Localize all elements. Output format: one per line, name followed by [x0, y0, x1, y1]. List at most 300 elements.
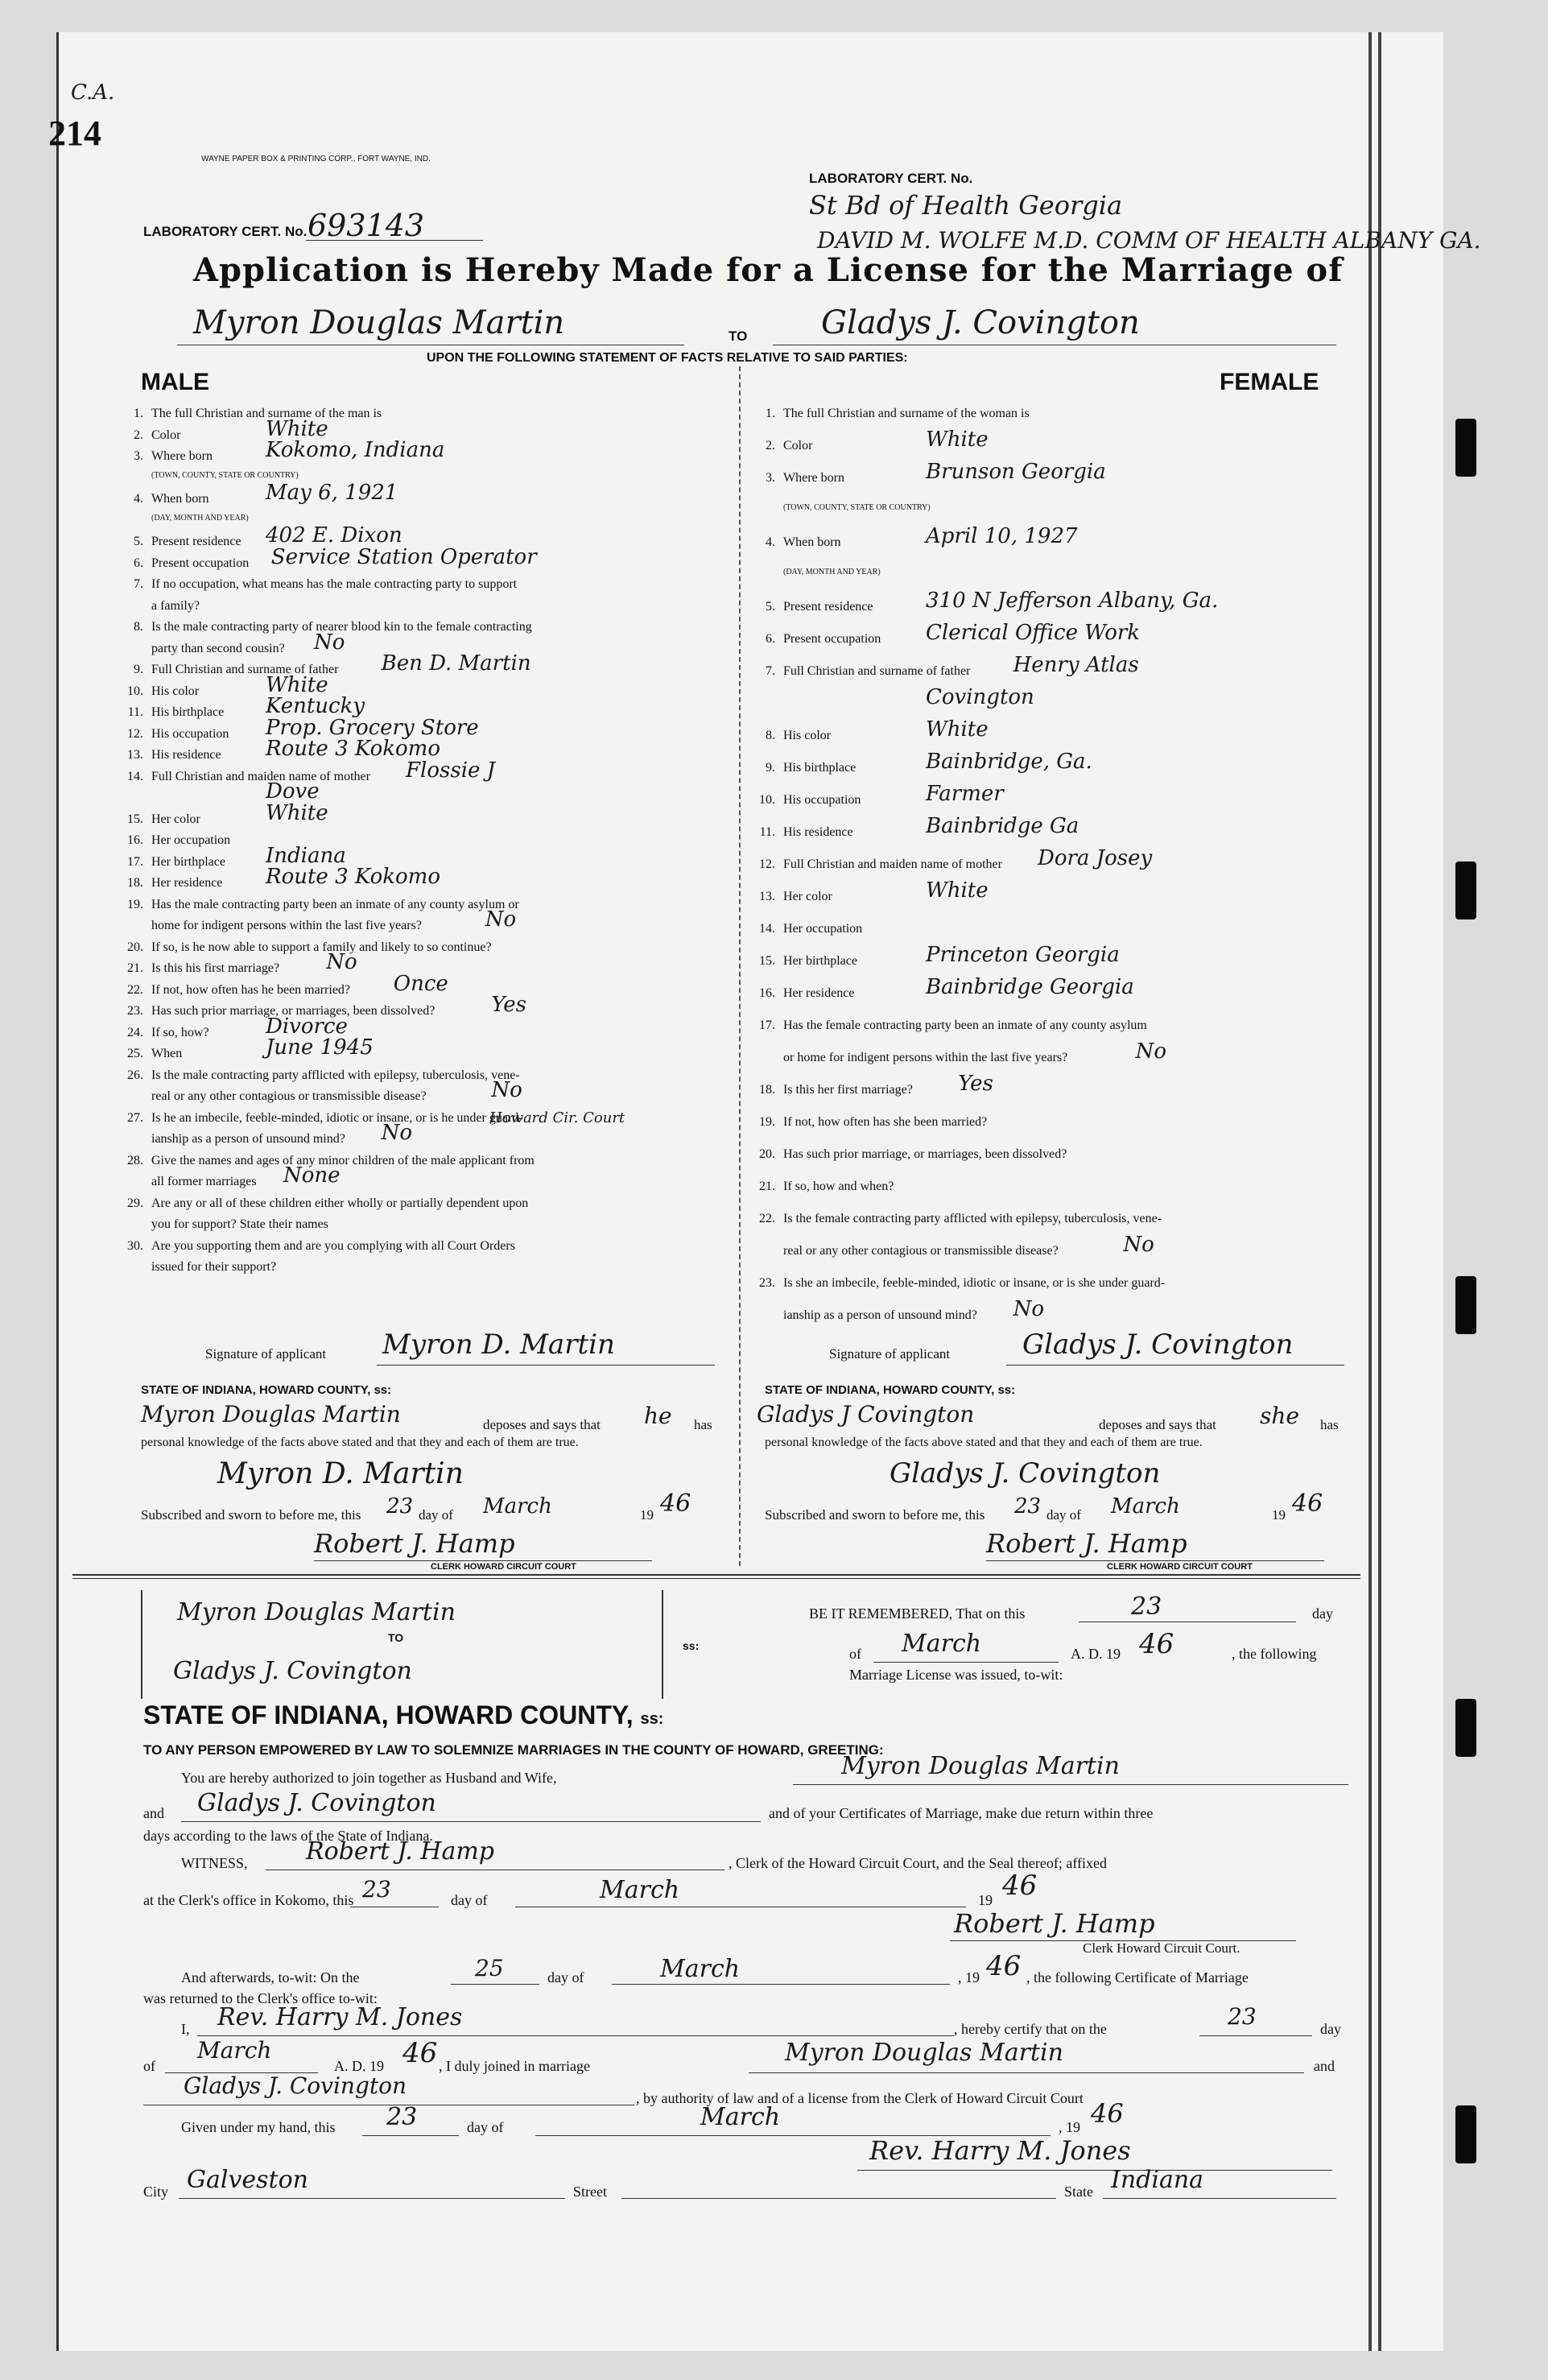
fill-line	[451, 1984, 539, 1985]
question-number: 6.	[134, 556, 143, 570]
question-number: 10.	[759, 793, 775, 807]
female-question	[745, 1051, 1067, 1065]
office-year-prefix: 19	[978, 1892, 993, 1908]
male-clerk-signature: Robert J. Hamp	[314, 1528, 515, 1559]
question-number: 29.	[127, 1196, 143, 1210]
officiant-name: Rev. Harry M. Jones	[217, 2003, 463, 2031]
male-sworn-day: 23	[386, 1494, 414, 1518]
and-label: and	[143, 1805, 164, 1821]
male-question	[113, 1196, 528, 1211]
male-pronoun: he	[644, 1403, 672, 1429]
cert-ad: A. D. 19	[334, 2058, 384, 2074]
question-label: Her residence	[783, 986, 855, 1000]
question-number: 3.	[766, 471, 775, 485]
female-question	[745, 890, 832, 904]
binder-hole	[1455, 1699, 1476, 1757]
female-question	[745, 1276, 1165, 1291]
question-label: His birthplace	[783, 761, 857, 775]
female-signature-label: Signature of applicant	[829, 1346, 951, 1361]
question-number: 24.	[127, 1025, 143, 1039]
female-answer: White	[926, 717, 989, 742]
male-answer: White	[266, 672, 328, 697]
office-day: 23	[362, 1876, 391, 1903]
facts-subtitle: UPON THE FOLLOWING STATEMENT OF FACTS RELATIVE TO SAID PARTIES:	[427, 351, 908, 365]
question-label: Where born	[783, 471, 844, 485]
female-state-heading: STATE OF INDIANA, HOWARD COUNTY, ss:	[765, 1383, 1016, 1397]
question-label: Is this his first marriage?	[151, 961, 280, 975]
header-note-1: St Bd of Health Georgia	[809, 190, 1123, 221]
question-number: 8.	[766, 729, 775, 742]
question-number: 20.	[127, 940, 143, 954]
female-clerk-signature: Robert J. Hamp	[986, 1528, 1187, 1559]
question-label: Is she an imbecile, feeble-minded, idiotic or insane, or is she under guard-	[783, 1276, 1166, 1290]
question-number: 1.	[134, 407, 143, 420]
after-day-of: day of	[547, 1969, 584, 1985]
male-question	[113, 983, 350, 998]
female-affiant-signature: Gladys J. Covington	[890, 1457, 1161, 1490]
female-answer: Bainbridge Ga	[926, 814, 1079, 838]
question-number: 17.	[759, 1019, 775, 1032]
question-label: you for support? State their names	[151, 1217, 328, 1231]
question-number: 13.	[759, 890, 775, 903]
header-note-2: DAVID M. WOLFE M.D. COMM OF HEALTH ALBANY GA.	[817, 227, 1481, 254]
male-question	[113, 449, 213, 464]
certify-text: , hereby certify that on the	[954, 2021, 1107, 2037]
female-deposes: deposes and says that	[1099, 1417, 1216, 1432]
days-according: days according to the laws of the State of Indiana.	[143, 1828, 433, 1844]
female-question	[745, 1244, 1059, 1258]
male-question	[113, 642, 285, 656]
remembered-day: 23	[1131, 1593, 1162, 1621]
male-question	[113, 1111, 523, 1126]
male-answer: Yes	[491, 993, 527, 1017]
question-label: real or any other contagious or transmissible disease?	[151, 1089, 427, 1103]
male-answer: White	[266, 800, 328, 825]
question-label: (TOWN, COUNTY, STATE OR COUNTRY)	[783, 503, 931, 512]
question-number: 22.	[759, 1212, 775, 1225]
female-answer: No	[1135, 1039, 1166, 1064]
female-question	[745, 696, 783, 711]
male-has: has	[694, 1417, 712, 1432]
returned-text: was returned to the Clerk's office to-wit:	[143, 1990, 378, 2006]
female-question	[745, 857, 1002, 872]
male-question	[113, 1175, 257, 1189]
male-question	[113, 705, 224, 720]
male-question	[113, 599, 200, 614]
question-number: 17.	[127, 854, 143, 869]
afterwards-text: And afterwards, to-wit: On the	[181, 1969, 360, 1985]
question-label: If so, how?	[151, 1025, 209, 1039]
fill-line	[181, 1821, 761, 1822]
binder-rail-2	[1378, 32, 1381, 2351]
after-following: , the following Certificate of Marriage	[1026, 1969, 1249, 1985]
cert-month: March	[197, 2037, 272, 2064]
fill-line	[1103, 2198, 1336, 2199]
female-pronoun: she	[1260, 1403, 1299, 1429]
question-label: a family?	[151, 598, 200, 613]
given-day-of: day of	[467, 2119, 504, 2135]
female-answer: No	[1123, 1233, 1154, 1257]
section-divider	[72, 1574, 1360, 1576]
question-number: 16.	[127, 833, 143, 847]
male-question	[113, 514, 249, 523]
question-label: If not, how often has he been married?	[151, 982, 351, 997]
male-answer: No	[314, 630, 345, 655]
cert-day: 23	[1228, 2003, 1257, 2030]
question-number: 23.	[127, 1004, 143, 1018]
remembered-day-label: day	[1312, 1605, 1333, 1622]
lab-cert-label-female: LABORATORY CERT. No.	[809, 171, 973, 186]
office-day-of: day of	[451, 1892, 488, 1908]
question-label: issued for their support?	[151, 1260, 277, 1274]
fill-line	[197, 2035, 954, 2036]
question-number: 15.	[759, 954, 775, 968]
state-label: State	[1064, 2184, 1093, 2200]
given-month: March	[700, 2103, 781, 2131]
box-ss: ss:	[683, 1639, 700, 1652]
state-title-text: STATE OF INDIANA, HOWARD COUNTY,	[143, 1700, 634, 1729]
question-label: Is he an imbecile, feeble-minded, idiotic or insane, or is he under guard-	[151, 1110, 523, 1125]
male-answer: Dove	[266, 779, 320, 804]
remembered-month: March	[902, 1630, 982, 1658]
state-title-ss: ss:	[640, 1710, 664, 1728]
sig-line	[1006, 1365, 1344, 1366]
question-label: When born	[151, 492, 209, 506]
male-question	[113, 812, 200, 827]
question-label: (TOWN, COUNTY, STATE OR COUNTRY)	[151, 470, 299, 480]
question-label: Full Christian and maiden name of mother	[151, 769, 370, 783]
city-label: City	[143, 2184, 169, 2200]
cert-day-label: day	[1320, 2021, 1341, 2037]
given-day: 23	[386, 2103, 418, 2131]
female-affiant: Gladys J Covington	[757, 1401, 975, 1428]
male-question	[113, 791, 151, 805]
male-answer: Divorce	[266, 1014, 348, 1039]
question-label: or home for indigent persons within the last five years?	[783, 1051, 1068, 1064]
male-party-name: Myron Douglas Martin	[193, 304, 565, 341]
male-day-of: day of	[419, 1507, 453, 1523]
female-question	[745, 407, 1030, 421]
female-answer: Brunson Georgia	[926, 460, 1106, 484]
male-answer: None	[283, 1163, 341, 1188]
question-label: If so, how and when?	[783, 1180, 894, 1193]
question-label: Full Christian and maiden name of mother	[783, 857, 1002, 871]
female-answer: Clerical Office Work	[926, 621, 1141, 645]
male-affiant: Myron Douglas Martin	[141, 1401, 401, 1428]
fill-line	[749, 2072, 1304, 2073]
question-label: Is the male contracting party afflicted with epilepsy, tuberculosis, vene-	[151, 1068, 520, 1082]
question-number: 14.	[759, 922, 775, 936]
question-label: Has the female contracting party been an inmate of any county asylum	[783, 1019, 1147, 1032]
female-question	[745, 761, 856, 775]
male-answer: Ben D. Martin	[381, 651, 531, 676]
male-question	[113, 1047, 182, 1061]
document-title: Application is Hereby Made for a License for the Marriage of	[193, 251, 1344, 289]
question-label: The full Christian and surname of the man is	[151, 407, 382, 420]
cert-wife: Gladys J. Covington	[184, 2072, 407, 2099]
male-answer: Route 3 Kokomo	[266, 865, 440, 889]
male-signature-label: Signature of applicant	[205, 1346, 327, 1361]
female-answer: Yes	[958, 1072, 993, 1096]
male-question	[113, 684, 199, 699]
question-label: (DAY, MONTH AND YEAR)	[151, 513, 249, 523]
question-label: Her birthplace	[151, 854, 225, 869]
female-question	[745, 825, 853, 840]
question-number: 12.	[759, 857, 775, 871]
question-label: Present residence	[151, 535, 241, 548]
male-answer: 402 E. Dixon	[266, 523, 402, 547]
city-value: Galveston	[187, 2166, 308, 2194]
female-question	[745, 632, 881, 647]
female-year-prefix: 19	[1272, 1507, 1286, 1523]
female-sworn-day: 23	[1014, 1494, 1042, 1518]
question-label: Has the male contracting party been an inmate of any county asylum or	[151, 897, 519, 911]
female-question	[745, 503, 931, 512]
given-year: 46	[1091, 2098, 1124, 2129]
question-label: His residence	[783, 825, 853, 839]
after-day: 25	[475, 1955, 504, 1981]
female-question	[745, 1180, 894, 1194]
question-number: 5.	[134, 535, 143, 548]
given-text: Given under my hand, this	[181, 2119, 336, 2135]
greeting: TO ANY PERSON EMPOWERED BY LAW TO SOLEMNIZE MARRIAGES IN THE COUNTY OF HOWARD, GREETING:	[143, 1742, 884, 1758]
question-number: 21.	[759, 1180, 775, 1193]
female-sworn-month: March	[1111, 1494, 1180, 1518]
male-clerk-label: CLERK HOWARD CIRCUIT COURT	[431, 1562, 576, 1572]
authorized-text: You are hereby authorized to join together as Husband and Wife,	[181, 1770, 557, 1786]
wife-name: Gladys J. Covington	[197, 1789, 436, 1817]
male-answer: Prop. Grocery Store	[266, 715, 479, 740]
male-question	[113, 1260, 276, 1275]
sig-line	[377, 1365, 715, 1366]
male-signature: Myron D. Martin	[382, 1328, 615, 1361]
printer-mark: WAYNE PAPER BOX & PRINTING CORP., FORT WAYNE, IND.	[201, 155, 431, 163]
male-question	[113, 407, 382, 421]
male-sworn-text: Subscribed and sworn to before me, this	[141, 1507, 361, 1523]
office-year: 46	[1002, 1870, 1038, 1902]
binder-hole	[1455, 862, 1476, 919]
question-number: 23.	[759, 1276, 775, 1290]
male-question	[113, 833, 230, 848]
license-issued: Marriage License was issued, to-wit:	[849, 1667, 1063, 1683]
question-label: Color	[783, 439, 813, 452]
female-answer: White	[926, 428, 989, 452]
question-label: Are any or all of these children either wholly or partially dependent upon	[151, 1196, 529, 1210]
female-answer: No	[1013, 1297, 1044, 1321]
witness-name: Robert J. Hamp	[306, 1837, 495, 1866]
male-knowledge: personal knowledge of the facts above stated and that they and each of them are true.	[141, 1436, 579, 1449]
question-number: 15.	[127, 812, 143, 826]
male-question	[113, 492, 209, 506]
male-question	[113, 1068, 520, 1083]
male-question	[113, 898, 519, 912]
given-year-prefix: , 19	[1059, 2119, 1080, 2135]
question-label: His birthplace	[151, 705, 225, 719]
fill-line	[621, 2198, 1056, 2199]
question-number: 20.	[759, 1147, 775, 1161]
page-number: 214	[48, 114, 101, 153]
office-month: March	[600, 1876, 680, 1904]
question-label: Her occupation	[151, 833, 231, 847]
question-number: 26.	[127, 1068, 143, 1082]
female-clerk-label: CLERK HOWARD CIRCUIT COURT	[1107, 1562, 1253, 1572]
question-number: 5.	[766, 600, 775, 614]
male-state-heading: STATE OF INDIANA, HOWARD COUNTY, ss:	[141, 1383, 392, 1397]
lab-cert-label: LABORATORY CERT. No.	[143, 224, 308, 239]
female-question	[745, 568, 881, 576]
question-label: home for indigent persons within the last five years?	[151, 919, 422, 932]
question-label: party than second cousin?	[151, 641, 285, 655]
question-number: 2.	[766, 439, 775, 452]
question-label: (DAY, MONTH AND YEAR)	[783, 568, 881, 576]
male-answer: Kentucky	[266, 694, 365, 718]
parties-to: TO	[729, 328, 748, 344]
lab-cert-line	[306, 240, 483, 241]
certificates-text: and of your Certificates of Marriage, make due return within three	[769, 1805, 1154, 1821]
joined-text: , I duly joined in marriage	[439, 2058, 590, 2074]
female-question	[745, 1308, 977, 1323]
question-label: Color	[151, 428, 181, 442]
female-answer: Princeton Georgia	[926, 943, 1120, 967]
question-label: Has such prior marriage, or marriages, been dissolved?	[151, 1004, 436, 1018]
male-answer: Indiana	[266, 843, 346, 868]
section-divider-2	[72, 1578, 1360, 1579]
fill-line	[873, 1662, 1059, 1663]
question-label: Present occupation	[151, 556, 250, 570]
cert-of: of	[143, 2058, 155, 2074]
remembered-year: 46	[1139, 1628, 1174, 1660]
male-answer: May 6, 1921	[266, 481, 398, 505]
male-answer: White	[266, 416, 328, 441]
female-question	[745, 1019, 1147, 1033]
female-question	[745, 1147, 1067, 1162]
male-sworn-year: 46	[660, 1490, 691, 1518]
male-question	[113, 855, 225, 870]
question-label: Her color	[151, 812, 200, 826]
cert-year: 46	[402, 2037, 438, 2069]
question-number: 12.	[127, 726, 143, 741]
male-question	[113, 1132, 345, 1147]
question-number: 22.	[127, 982, 143, 997]
street-label: Street	[573, 2184, 607, 2200]
female-question	[745, 793, 861, 808]
question-label: ianship as a person of unsound mind?	[783, 1308, 977, 1322]
male-question	[113, 770, 370, 784]
male-question	[113, 940, 492, 955]
male-question	[113, 471, 299, 480]
question-label: His color	[783, 729, 832, 742]
binder-hole	[1455, 2105, 1476, 2163]
question-number: 13.	[127, 748, 143, 762]
female-answer: Farmer	[926, 782, 1004, 806]
female-question	[745, 954, 857, 969]
after-year: 46	[986, 1950, 1022, 1982]
question-label: Is the male contracting party of nearer blood kin to the female contracting	[151, 620, 532, 634]
female-answer: 310 N Jefferson Albany, Ga.	[926, 589, 1219, 613]
witness-label: WITNESS,	[181, 1855, 248, 1871]
box-to: TO	[388, 1631, 404, 1644]
female-question	[745, 471, 844, 486]
female-question	[745, 986, 854, 1001]
female-question	[745, 600, 873, 614]
binder-hole	[1455, 419, 1476, 477]
question-label: If no occupation, what means has the male contracting party to support	[151, 577, 518, 591]
question-label: Her occupation	[783, 922, 863, 936]
fill-line	[179, 2198, 565, 2199]
question-number: 3.	[134, 449, 143, 463]
question-label: His occupation	[783, 793, 861, 807]
female-answer: Dora Josey	[1038, 846, 1153, 870]
male-question	[113, 1089, 427, 1104]
question-number: 21.	[127, 961, 143, 975]
male-deposes: deposes and says that	[483, 1417, 601, 1432]
question-label: Has such prior marriage, or marriages, been dissolved?	[783, 1147, 1067, 1161]
female-heading: FEMALE	[1220, 369, 1319, 395]
male-answer: Service Station Operator	[270, 544, 537, 569]
female-answer: Covington	[926, 685, 1034, 709]
question-label: When born	[783, 535, 841, 549]
question-label: Give the names and ages of any minor children of the male applicant from	[151, 1153, 535, 1167]
question-number: 7.	[766, 664, 775, 678]
female-knowledge: personal knowledge of the facts above stated and that they and each of them are true.	[765, 1436, 1203, 1449]
male-sworn-month: March	[483, 1494, 552, 1518]
question-label: His occupation	[151, 726, 229, 741]
question-number: 4.	[134, 492, 143, 506]
question-label: When	[151, 1047, 183, 1060]
box-female-name: Gladys J. Covington	[173, 1657, 412, 1685]
question-label: Full Christian and surname of father	[151, 663, 339, 676]
question-label: Present occupation	[783, 632, 881, 646]
margin-note: C.A.	[71, 81, 115, 105]
question-number: 30.	[127, 1238, 143, 1253]
female-party-name: Gladys J. Covington	[821, 304, 1140, 341]
question-number: 18.	[759, 1083, 775, 1097]
clerk-seal-text: , Clerk of the Howard Circuit Court, and the Seal thereof; affixed	[729, 1855, 1108, 1871]
question-number: 25.	[127, 1047, 143, 1060]
female-question	[745, 535, 841, 550]
question-number: 19.	[759, 1115, 775, 1129]
authority-text: , by authority of law and of a license from the Clerk of Howard Circuit Court	[636, 2090, 1084, 2106]
state-title	[143, 1700, 663, 1730]
question-number: 4.	[766, 535, 775, 549]
male-question	[113, 577, 517, 592]
female-question	[745, 1212, 1162, 1226]
question-number: 6.	[766, 632, 775, 646]
question-number: 10.	[127, 684, 143, 698]
male-question	[113, 727, 229, 742]
be-it-remembered: BE IT REMEMBERED, That on this	[809, 1605, 1026, 1622]
clerk-line	[314, 1560, 652, 1561]
male-answer: No	[326, 950, 357, 974]
state-value: Indiana	[1111, 2166, 1204, 2194]
husband-name: Myron Douglas Martin	[841, 1752, 1120, 1780]
male-year-prefix: 19	[640, 1507, 654, 1523]
male-question	[113, 876, 222, 890]
question-label: real or any other contagious or transmissible disease?	[783, 1244, 1059, 1258]
question-number: 19.	[127, 897, 143, 911]
clerk-label: Clerk Howard Circuit Court.	[1083, 1940, 1240, 1956]
female-signature: Gladys J. Covington	[1022, 1328, 1294, 1361]
male-answer: No	[381, 1121, 412, 1145]
remembered-following: , the following	[1232, 1646, 1317, 1662]
male-question	[113, 1026, 209, 1040]
question-label: Is this her first marriage?	[783, 1083, 913, 1097]
female-answer: Bainbridge, Ga.	[926, 750, 1092, 774]
binder-rail	[1368, 32, 1372, 2351]
question-number: 11.	[759, 825, 775, 839]
female-answer: White	[926, 878, 989, 903]
female-answer: April 10, 1927	[926, 524, 1078, 548]
